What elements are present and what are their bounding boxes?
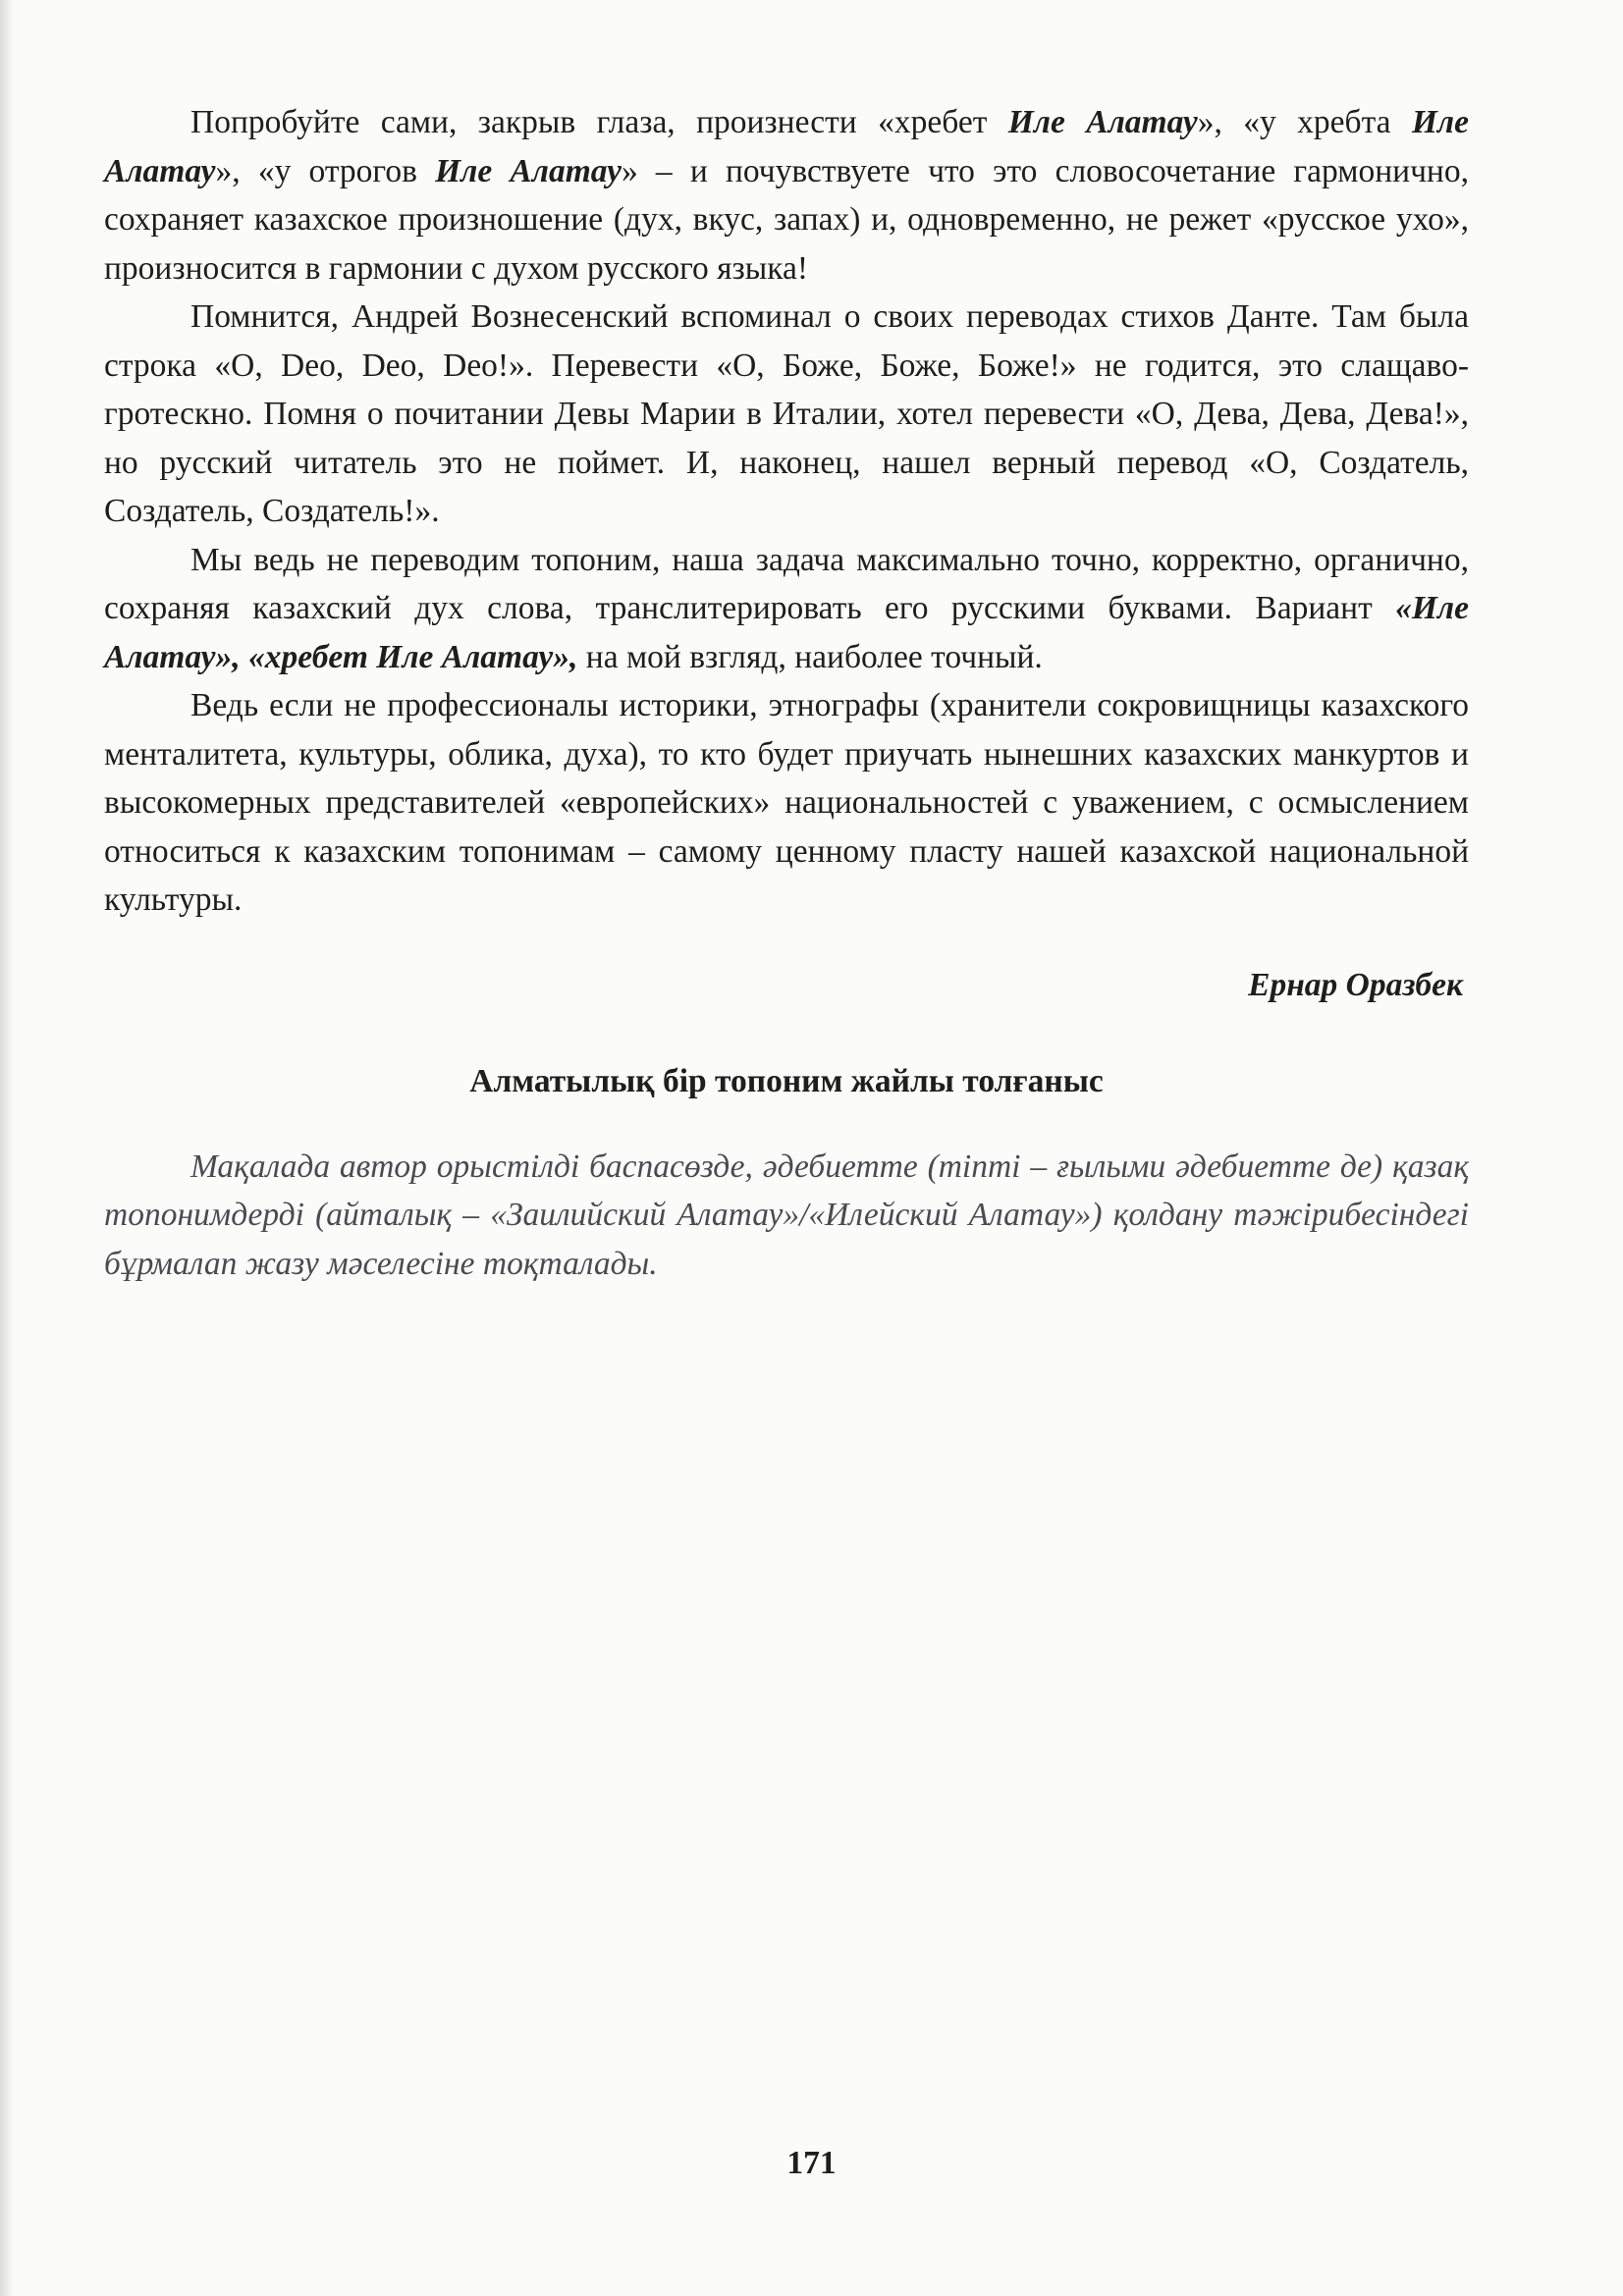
paragraph-1-text-d: » – и почувствуете что это словосочетание гармонично, сохраняет казахское произношение (дух, вкус, запах) и, одновременно, не режет «русское ухо», произносится в гармонии с духом русского языка!	[104, 152, 1469, 287]
toponym-emphasis: Иле Алатау	[104, 104, 1469, 189]
toponym-variant-emphasis: «Иле Алатау», «хребет Иле Алатау»,	[104, 590, 1469, 675]
page-binding-shadow	[0, 0, 14, 2296]
abstract-paragraph: Мақалада автор орыстілді баспасөзде, әдебиетте (тіпті – ғылыми әдебиетте де) қазақ топонимдерді (айталық – «Заилийский Алатау»/«Илейский Алатау») қолдану тәжірибесіндегі бұрмалап жазу мәселесіне тоқталады.	[104, 1148, 1469, 1282]
paragraph-3-text-a: Мы ведь не переводим топоним, наша задача максимально точно, корректно, органично, сохраняя казахский дух слова, транслитерировать его русскими буквами. Вариант	[104, 541, 1469, 626]
author-signature: Ернар Оразбек	[1248, 966, 1463, 1003]
section-heading: Алматылық бір топоним жайлы толғаныс	[469, 1062, 1104, 1099]
toponym-emphasis: Иле Алатау	[1007, 104, 1198, 140]
paragraph-4: Ведь если не профессионалы историки, этнографы (хранители сокровищницы казахского менталитета, культуры, облика, духа), то кто будет приучать нынешних казахских манкуртов и высокомерных представителей «европейских» национальностей с уважением, с осмыслением относиться к казахским топонимам – самому ценному пласту нашей казахской национальной культуры.	[104, 687, 1469, 918]
paragraph-1-text-c: », «у отрогов	[215, 152, 436, 189]
toponym-emphasis: Иле Алатау	[435, 152, 622, 189]
paragraph-3	[104, 536, 1469, 682]
page-number: 171	[786, 2145, 837, 2181]
paragraph-1-text-b: », «у хребта	[1197, 104, 1412, 140]
paragraph-1	[104, 98, 1469, 293]
page-content	[104, 98, 1469, 1288]
paragraph-3-text-b: на мой взгляд, наиболее точный.	[577, 638, 1043, 675]
paragraph-1-text-a: Попробуйте сами, закрыв глаза, произнести «хребет	[190, 104, 1008, 140]
paragraph-2: Помнится, Андрей Вознесенский вспоминал о своих переводах стихов Данте. Там была строка «О, Deo, Deo, Deo!». Перевести «О, Боже, Боже, Боже!» не годится, это слащаво-гротескно. Помня о почитании Девы Марии в Италии, хотел перевести «О, Дева, Дева, Дева!», но русский читатель это не поймет. И, наконец, нашел верный перевод «О, Создатель, Создатель, Создатель!».	[104, 298, 1469, 529]
